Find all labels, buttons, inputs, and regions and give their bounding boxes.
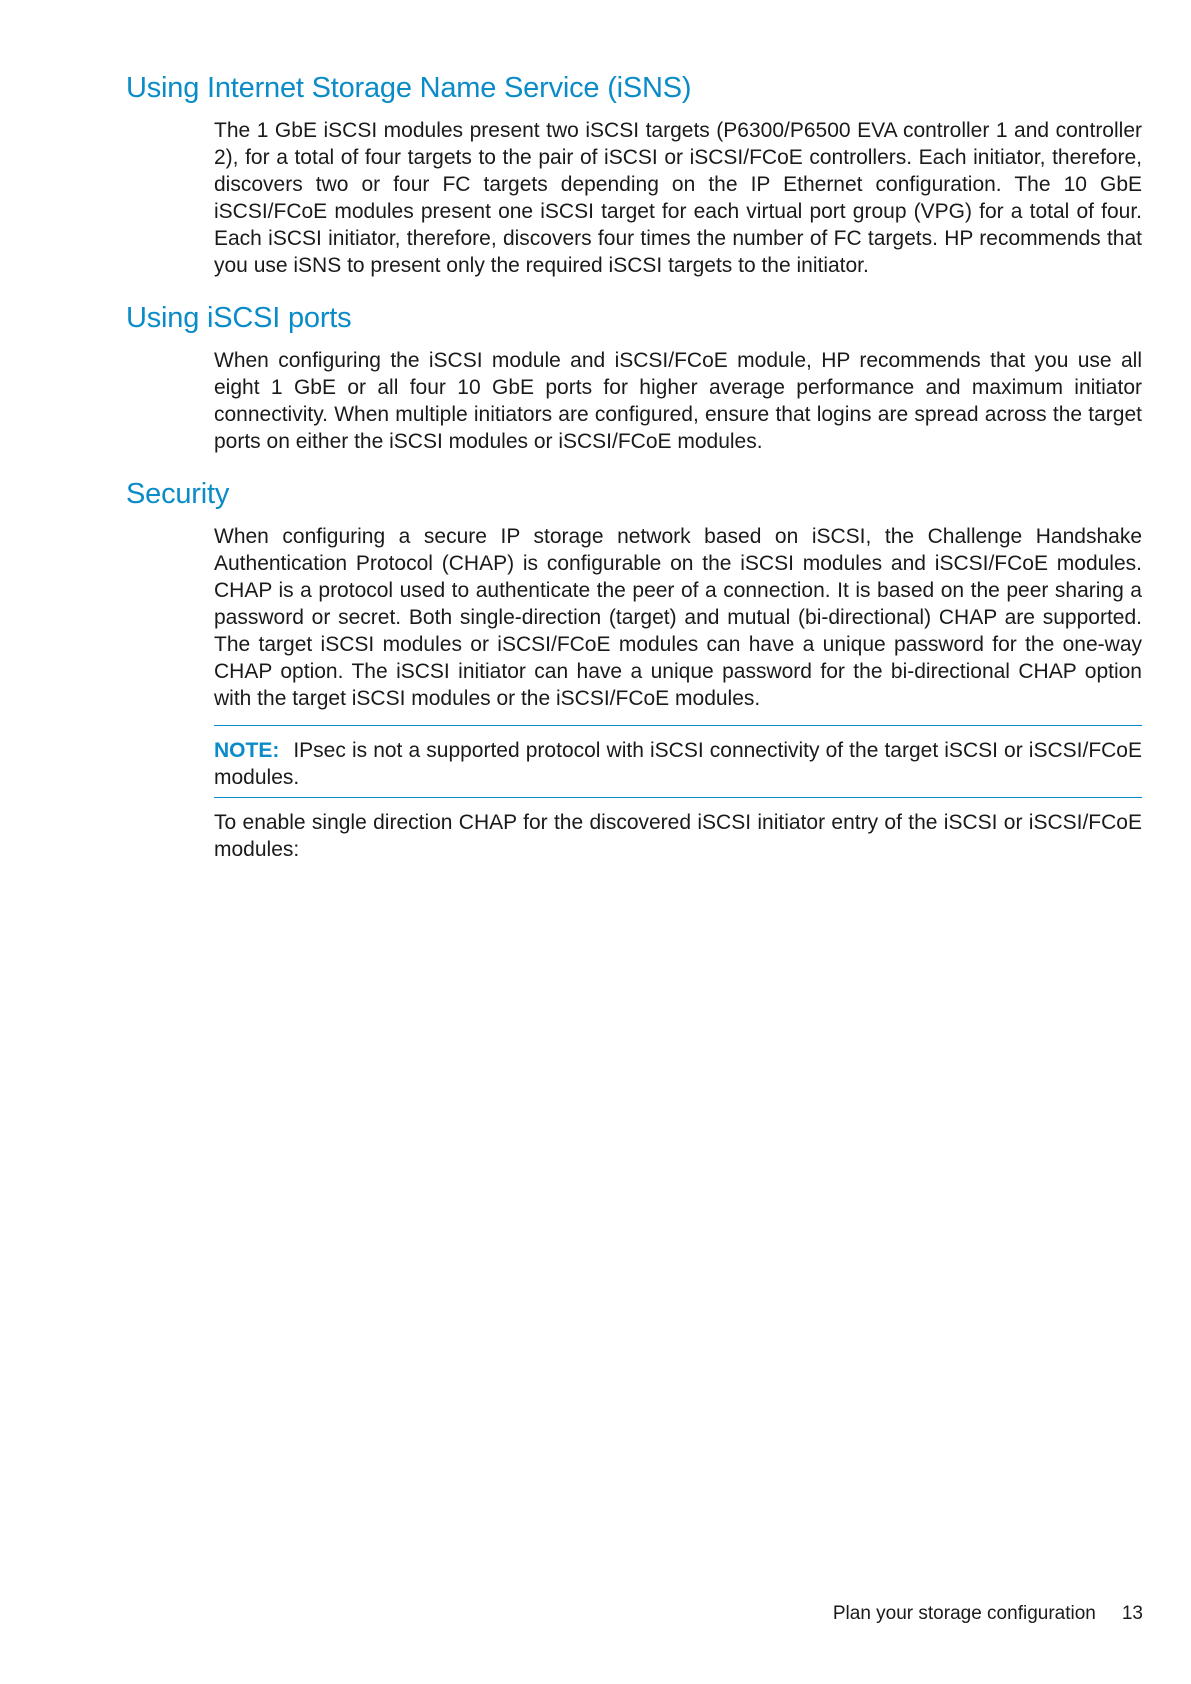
section-heading-security: Security — [126, 478, 230, 510]
section-heading-iscsi-ports: Using iSCSI ports — [126, 302, 352, 334]
section-body-isns: The 1 GbE iSCSI modules present two iSCSI targets (P6300/P6500 EVA controller 1 and controller 2), for a total of four targets to the pair of iSCSI or iSCSI/FCoE controllers. Each initiator, therefore, discovers two or four FC targets depending on the IP Ethernet configuration. The 10 GbE iSCSI/FCoE modules present one iSCSI target for each virtual port group (VPG) for a total of four. Each iSCSI initiator, therefore, discovers four times the number of FC targets. HP recommends that you use iSNS to present only the required iSCSI targets to the initiator. — [214, 119, 1142, 277]
page-number: 13 — [1121, 1603, 1143, 1624]
note-top-rule — [214, 725, 1142, 726]
section-body-security: When configuring a secure IP storage network based on iSCSI, the Challenge Handshake Authentication Protocol (CHAP) is configurable on the iSCSI modules and iSCSI/FCoE modules. CHAP is a protocol used to authenticate the peer of a connection. It is based on the peer sharing a password or secret. Both single-direction (target) and mutual (bi-directional) CHAP are supported. The target iSCSI modules or iSCSI/FCoE modules can have a unique password for the one-way CHAP option. The iSCSI initiator can have a unique password for the bi-directional CHAP option with the target iSCSI modules or the iSCSI/FCoE modules. — [214, 525, 1142, 710]
footer-section-title: Plan your storage configuration — [832, 1603, 1096, 1624]
page-footer — [833, 1602, 1143, 1626]
note-block — [214, 737, 1142, 791]
note-label: NOTE: — [214, 739, 280, 762]
note-text: IPsec is not a supported protocol with iSCSI connectivity of the target iSCSI or iSCSI/FCoE modules. — [214, 739, 1142, 789]
section-body-iscsi-ports: When configuring the iSCSI module and iSCSI/FCoE module, HP recommends that you use all eight 1 GbE or all four 10 GbE ports for higher average performance and maximum initiator connectivity. When multiple initiators are configured, ensure that logins are spread across the target ports on either the iSCSI modules or iSCSI/FCoE modules. — [214, 349, 1142, 453]
note-bottom-rule — [214, 797, 1142, 798]
closing-paragraph: To enable single direction CHAP for the discovered iSCSI initiator entry of the iSCSI or iSCSI/FCoE modules: — [214, 811, 1142, 861]
section-heading-isns: Using Internet Storage Name Service (iSNS) — [126, 72, 692, 104]
